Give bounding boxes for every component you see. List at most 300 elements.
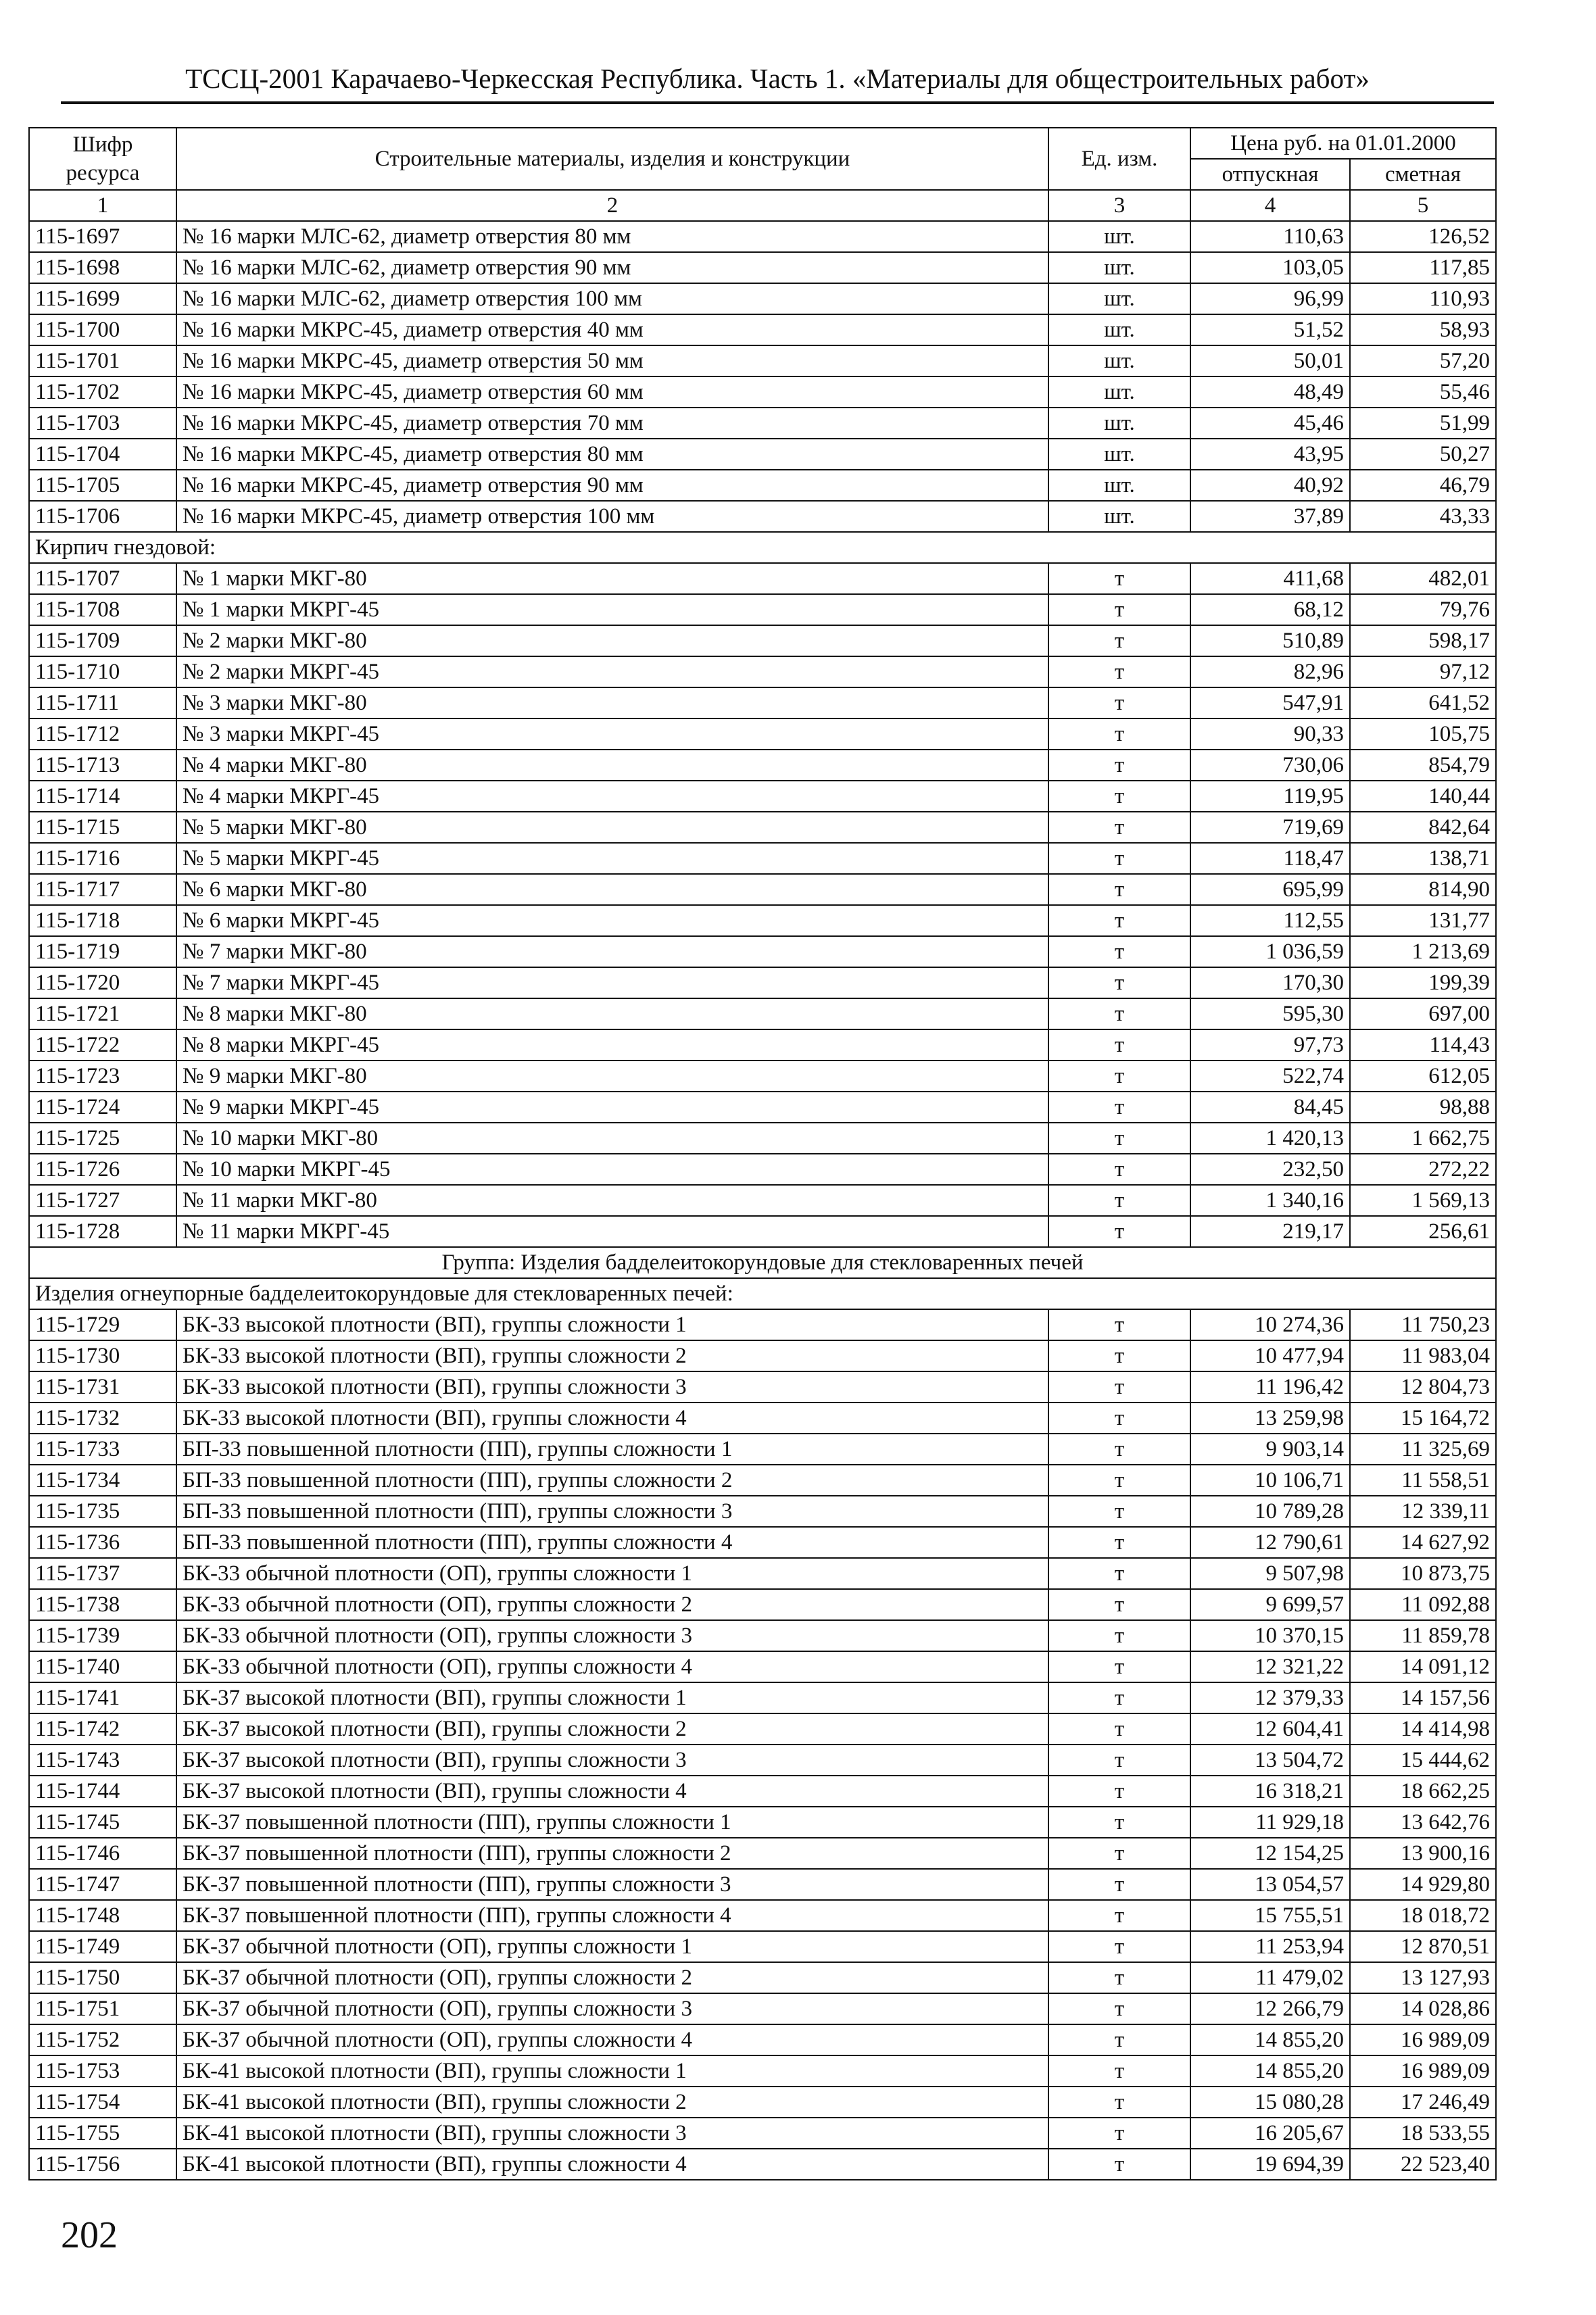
cell-name: БК-37 высокой плотности (ВП), группы сложности 3 — [176, 1745, 1048, 1776]
table-row — [29, 1216, 1496, 1247]
cell-estimate: 46,79 — [1350, 470, 1496, 501]
cell-estimate: 105,75 — [1350, 718, 1496, 750]
cell-estimate: 13 642,76 — [1350, 1807, 1496, 1838]
cell-unit: т — [1048, 1869, 1190, 1900]
cell-name: № 16 марки МЛС-62, диаметр отверстия 100 мм — [176, 283, 1048, 314]
cell-name: № 11 марки МКРГ-45 — [176, 1216, 1048, 1247]
cell-unit: шт. — [1048, 439, 1190, 470]
cell-code: 115-1701 — [29, 345, 176, 376]
cell-estimate: 51,99 — [1350, 408, 1496, 439]
cell-release: 9 903,14 — [1190, 1434, 1350, 1465]
table-row — [29, 718, 1496, 750]
cell-release: 15 080,28 — [1190, 2087, 1350, 2118]
table-row — [29, 2024, 1496, 2055]
table-row — [29, 1682, 1496, 1713]
cell-unit: т — [1048, 1807, 1190, 1838]
table-row — [29, 1900, 1496, 1931]
cell-code: 115-1741 — [29, 1682, 176, 1713]
cell-release: 15 755,51 — [1190, 1900, 1350, 1931]
table-row — [29, 1931, 1496, 1962]
cell-unit: т — [1048, 1931, 1190, 1962]
cell-release: 695,99 — [1190, 874, 1350, 905]
cell-estimate: 12 804,73 — [1350, 1371, 1496, 1403]
cell-release: 51,52 — [1190, 314, 1350, 345]
cell-code: 115-1711 — [29, 687, 176, 718]
cell-unit: шт. — [1048, 221, 1190, 252]
cell-estimate: 97,12 — [1350, 656, 1496, 687]
cell-unit: т — [1048, 2087, 1190, 2118]
cell-code: 115-1699 — [29, 283, 176, 314]
cell-estimate: 14 627,92 — [1350, 1527, 1496, 1558]
cell-code: 115-1702 — [29, 376, 176, 408]
cell-unit: т — [1048, 1682, 1190, 1713]
cell-estimate: 11 092,88 — [1350, 1589, 1496, 1620]
cell-release: 232,50 — [1190, 1154, 1350, 1185]
cell-name: № 9 марки МКГ-80 — [176, 1061, 1048, 1092]
cell-unit: т — [1048, 1216, 1190, 1247]
cell-release: 11 196,42 — [1190, 1371, 1350, 1403]
cell-release: 411,68 — [1190, 563, 1350, 594]
cell-release: 547,91 — [1190, 687, 1350, 718]
cell-code: 115-1734 — [29, 1465, 176, 1496]
table-row — [29, 1185, 1496, 1216]
cell-unit: т — [1048, 1589, 1190, 1620]
table-row — [29, 656, 1496, 687]
col-number: 5 — [1350, 190, 1496, 221]
cell-unit: т — [1048, 2055, 1190, 2087]
cell-release: 48,49 — [1190, 376, 1350, 408]
cell-code: 115-1732 — [29, 1403, 176, 1434]
cell-estimate: 50,27 — [1350, 439, 1496, 470]
cell-estimate: 199,39 — [1350, 967, 1496, 998]
col-header-unit: Ед. изм. — [1048, 128, 1190, 190]
cell-release: 11 253,94 — [1190, 1931, 1350, 1962]
cell-code: 115-1735 — [29, 1496, 176, 1527]
page-header-title: ТССЦ-2001 Карачаево-Черкесская Республика. Часть 1. «Материалы для общестроительных работ» — [185, 63, 1370, 94]
cell-estimate: 15 164,72 — [1350, 1403, 1496, 1434]
cell-unit: т — [1048, 905, 1190, 936]
cell-name: БК-33 высокой плотности (ВП), группы сложности 3 — [176, 1371, 1048, 1403]
cell-estimate: 612,05 — [1350, 1061, 1496, 1092]
table-body-block3 — [29, 1309, 1496, 2180]
cell-code: 115-1718 — [29, 905, 176, 936]
cell-name: БК-41 высокой плотности (ВП), группы сложности 2 — [176, 2087, 1048, 2118]
cell-estimate: 16 989,09 — [1350, 2055, 1496, 2087]
cell-code: 115-1726 — [29, 1154, 176, 1185]
cell-unit: т — [1048, 1371, 1190, 1403]
cell-name: № 16 марки МКРС-45, диаметр отверстия 90 мм — [176, 470, 1048, 501]
table-row — [29, 1838, 1496, 1869]
cell-code: 115-1720 — [29, 967, 176, 998]
cell-unit: т — [1048, 1496, 1190, 1527]
col-number: 1 — [29, 190, 176, 221]
cell-estimate: 57,20 — [1350, 345, 1496, 376]
table-row — [29, 1620, 1496, 1651]
cell-release: 16 318,21 — [1190, 1776, 1350, 1807]
cell-estimate: 11 558,51 — [1350, 1465, 1496, 1496]
cell-unit: т — [1048, 1993, 1190, 2024]
table-row — [29, 750, 1496, 781]
cell-code: 115-1729 — [29, 1309, 176, 1340]
cell-unit: т — [1048, 1962, 1190, 1993]
cell-release: 14 855,20 — [1190, 2024, 1350, 2055]
cell-estimate: 11 750,23 — [1350, 1309, 1496, 1340]
cell-code: 115-1716 — [29, 843, 176, 874]
cell-code: 115-1709 — [29, 625, 176, 656]
header-rule — [61, 101, 1494, 104]
cell-name: БК-37 обычной плотности (ОП), группы сложности 1 — [176, 1931, 1048, 1962]
table-row — [29, 998, 1496, 1029]
cell-unit: т — [1048, 967, 1190, 998]
section-label: Изделия огнеупорные бадделеитокорундовые для стекловаренных печей: — [29, 1278, 1496, 1309]
cell-unit: т — [1048, 1900, 1190, 1931]
cell-release: 1 036,59 — [1190, 936, 1350, 967]
cell-code: 115-1751 — [29, 1993, 176, 2024]
table-row — [29, 1403, 1496, 1434]
cell-code: 115-1739 — [29, 1620, 176, 1651]
table-row — [29, 408, 1496, 439]
cell-estimate: 13 900,16 — [1350, 1838, 1496, 1869]
cell-release: 13 054,57 — [1190, 1869, 1350, 1900]
cell-estimate: 17 246,49 — [1350, 2087, 1496, 2118]
table-row — [29, 221, 1496, 252]
cell-release: 19 694,39 — [1190, 2149, 1350, 2180]
cell-release: 118,47 — [1190, 843, 1350, 874]
col-header-estimate: сметная — [1350, 159, 1496, 190]
cell-estimate: 14 157,56 — [1350, 1682, 1496, 1713]
cell-code: 115-1715 — [29, 812, 176, 843]
cell-unit: т — [1048, 718, 1190, 750]
cell-name: № 10 марки МКГ-80 — [176, 1123, 1048, 1154]
cell-release: 9 699,57 — [1190, 1589, 1350, 1620]
cell-name: № 2 марки МКГ-80 — [176, 625, 1048, 656]
col-header-price: Цена руб. на 01.01.2000 — [1190, 128, 1496, 159]
table-row — [29, 1993, 1496, 2024]
cell-release: 68,12 — [1190, 594, 1350, 625]
cell-code: 115-1727 — [29, 1185, 176, 1216]
cell-code: 115-1717 — [29, 874, 176, 905]
cell-name: № 16 марки МКРС-45, диаметр отверстия 50 мм — [176, 345, 1048, 376]
table-row — [29, 625, 1496, 656]
cell-code: 115-1725 — [29, 1123, 176, 1154]
table-row — [29, 470, 1496, 501]
price-table — [28, 127, 1497, 2180]
cell-unit: т — [1048, 1651, 1190, 1682]
table-row — [29, 1776, 1496, 1807]
cell-name: № 16 марки МКРС-45, диаметр отверстия 60 мм — [176, 376, 1048, 408]
cell-release: 11 929,18 — [1190, 1807, 1350, 1838]
cell-code: 115-1753 — [29, 2055, 176, 2087]
cell-name: № 4 марки МКГ-80 — [176, 750, 1048, 781]
cell-code: 115-1713 — [29, 750, 176, 781]
cell-estimate: 598,17 — [1350, 625, 1496, 656]
cell-name: БК-37 обычной плотности (ОП), группы сложности 4 — [176, 2024, 1048, 2055]
cell-name: БК-37 высокой плотности (ВП), группы сложности 1 — [176, 1682, 1048, 1713]
cell-release: 9 507,98 — [1190, 1558, 1350, 1589]
cell-name: № 6 марки МКРГ-45 — [176, 905, 1048, 936]
cell-estimate: 18 662,25 — [1350, 1776, 1496, 1807]
cell-release: 13 259,98 — [1190, 1403, 1350, 1434]
cell-name: БК-41 высокой плотности (ВП), группы сложности 3 — [176, 2118, 1048, 2149]
cell-unit: т — [1048, 2118, 1190, 2149]
cell-release: 45,46 — [1190, 408, 1350, 439]
cell-unit: шт. — [1048, 408, 1190, 439]
cell-estimate: 131,77 — [1350, 905, 1496, 936]
cell-name: БК-37 обычной плотности (ОП), группы сложности 3 — [176, 1993, 1048, 2024]
cell-estimate: 114,43 — [1350, 1029, 1496, 1061]
cell-name: БК-37 повышенной плотности (ПП), группы сложности 4 — [176, 1900, 1048, 1931]
cell-code: 115-1724 — [29, 1092, 176, 1123]
cell-release: 10 477,94 — [1190, 1340, 1350, 1371]
cell-unit: шт. — [1048, 470, 1190, 501]
cell-estimate: 117,85 — [1350, 252, 1496, 283]
cell-unit: т — [1048, 1123, 1190, 1154]
table-body-block2 — [29, 563, 1496, 1247]
cell-estimate: 58,93 — [1350, 314, 1496, 345]
cell-name: № 1 марки МКГ-80 — [176, 563, 1048, 594]
cell-unit: т — [1048, 874, 1190, 905]
cell-name: БК-33 обычной плотности (ОП), группы сложности 1 — [176, 1558, 1048, 1589]
cell-code: 115-1746 — [29, 1838, 176, 1869]
cell-unit: т — [1048, 1620, 1190, 1651]
table-row — [29, 1434, 1496, 1465]
cell-code: 115-1756 — [29, 2149, 176, 2180]
cell-estimate: 10 873,75 — [1350, 1558, 1496, 1589]
cell-unit: т — [1048, 563, 1190, 594]
cell-code: 115-1736 — [29, 1527, 176, 1558]
cell-name: БК-37 повышенной плотности (ПП), группы сложности 3 — [176, 1869, 1048, 1900]
col-header-release: отпускная — [1190, 159, 1350, 190]
cell-release: 96,99 — [1190, 283, 1350, 314]
cell-unit: т — [1048, 1340, 1190, 1371]
cell-code: 115-1703 — [29, 408, 176, 439]
cell-name: № 8 марки МКГ-80 — [176, 998, 1048, 1029]
cell-estimate: 43,33 — [1350, 501, 1496, 532]
cell-release: 10 789,28 — [1190, 1496, 1350, 1527]
cell-estimate: 814,90 — [1350, 874, 1496, 905]
table-row — [29, 2055, 1496, 2087]
cell-code: 115-1700 — [29, 314, 176, 345]
group-heading — [29, 1247, 1496, 1309]
cell-estimate: 15 444,62 — [1350, 1745, 1496, 1776]
table-row — [29, 1029, 1496, 1061]
cell-code: 115-1712 — [29, 718, 176, 750]
table-row — [29, 1589, 1496, 1620]
cell-release: 522,74 — [1190, 1061, 1350, 1092]
cell-code: 115-1733 — [29, 1434, 176, 1465]
cell-release: 103,05 — [1190, 252, 1350, 283]
cell-code: 115-1731 — [29, 1371, 176, 1403]
cell-release: 82,96 — [1190, 656, 1350, 687]
cell-name: № 16 марки МКРС-45, диаметр отверстия 40 мм — [176, 314, 1048, 345]
table-row — [29, 1496, 1496, 1527]
cell-unit: т — [1048, 1527, 1190, 1558]
table-row — [29, 687, 1496, 718]
cell-name: № 16 марки МЛС-62, диаметр отверстия 90 мм — [176, 252, 1048, 283]
table-row — [29, 1962, 1496, 1993]
cell-estimate: 11 859,78 — [1350, 1620, 1496, 1651]
table-row — [29, 252, 1496, 283]
cell-release: 90,33 — [1190, 718, 1350, 750]
table-row — [29, 843, 1496, 874]
cell-unit: т — [1048, 843, 1190, 874]
cell-name: № 10 марки МКРГ-45 — [176, 1154, 1048, 1185]
cell-name: БК-33 высокой плотности (ВП), группы сложности 2 — [176, 1340, 1048, 1371]
col-header-code: Шифр ресурса — [29, 128, 176, 190]
cell-unit: т — [1048, 812, 1190, 843]
cell-name: № 4 марки МКРГ-45 — [176, 781, 1048, 812]
cell-code: 115-1714 — [29, 781, 176, 812]
cell-code: 115-1706 — [29, 501, 176, 532]
table-row — [29, 781, 1496, 812]
cell-code: 115-1719 — [29, 936, 176, 967]
cell-release: 12 790,61 — [1190, 1527, 1350, 1558]
cell-unit: т — [1048, 2149, 1190, 2180]
table-row — [29, 376, 1496, 408]
cell-code: 115-1721 — [29, 998, 176, 1029]
cell-code: 115-1710 — [29, 656, 176, 687]
cell-release: 84,45 — [1190, 1092, 1350, 1123]
cell-code: 115-1749 — [29, 1931, 176, 1962]
cell-release: 219,17 — [1190, 1216, 1350, 1247]
table-row — [29, 594, 1496, 625]
cell-code: 115-1754 — [29, 2087, 176, 2118]
table-row — [29, 1154, 1496, 1185]
cell-unit: т — [1048, 1185, 1190, 1216]
cell-name: БК-37 высокой плотности (ВП), группы сложности 2 — [176, 1713, 1048, 1745]
cell-release: 12 154,25 — [1190, 1838, 1350, 1869]
cell-code: 115-1697 — [29, 221, 176, 252]
cell-code: 115-1723 — [29, 1061, 176, 1092]
cell-name: БК-37 повышенной плотности (ПП), группы сложности 1 — [176, 1807, 1048, 1838]
cell-unit: шт. — [1048, 345, 1190, 376]
table-row — [29, 1061, 1496, 1092]
group-title: Группа: Изделия бадделеитокорундовые для стекловаренных печей — [29, 1247, 1496, 1278]
table-row — [29, 1713, 1496, 1745]
cell-release: 110,63 — [1190, 221, 1350, 252]
cell-estimate: 854,79 — [1350, 750, 1496, 781]
cell-name: БП-33 повышенной плотности (ПП), группы сложности 1 — [176, 1434, 1048, 1465]
cell-estimate: 11 983,04 — [1350, 1340, 1496, 1371]
cell-estimate: 1 569,13 — [1350, 1185, 1496, 1216]
cell-estimate: 140,44 — [1350, 781, 1496, 812]
table-row — [29, 1869, 1496, 1900]
cell-name: № 16 марки МКРС-45, диаметр отверстия 70 мм — [176, 408, 1048, 439]
cell-estimate: 641,52 — [1350, 687, 1496, 718]
cell-code: 115-1744 — [29, 1776, 176, 1807]
cell-name: БК-33 высокой плотности (ВП), группы сложности 1 — [176, 1309, 1048, 1340]
cell-release: 16 205,67 — [1190, 2118, 1350, 2149]
cell-estimate: 14 028,86 — [1350, 1993, 1496, 2024]
cell-unit: шт. — [1048, 376, 1190, 408]
section-label: Кирпич гнездовой: — [29, 532, 1496, 563]
cell-name: № 1 марки МКРГ-45 — [176, 594, 1048, 625]
cell-name: БП-33 повышенной плотности (ПП), группы сложности 3 — [176, 1496, 1048, 1527]
cell-name: БК-33 обычной плотности (ОП), группы сложности 3 — [176, 1620, 1048, 1651]
cell-code: 115-1728 — [29, 1216, 176, 1247]
table-row — [29, 1527, 1496, 1558]
cell-estimate: 55,46 — [1350, 376, 1496, 408]
cell-unit: шт. — [1048, 314, 1190, 345]
cell-estimate: 1 213,69 — [1350, 936, 1496, 967]
cell-name: БК-33 обычной плотности (ОП), группы сложности 4 — [176, 1651, 1048, 1682]
cell-estimate: 13 127,93 — [1350, 1962, 1496, 1993]
cell-name: БК-41 высокой плотности (ВП), группы сложности 1 — [176, 2055, 1048, 2087]
table-row — [29, 1123, 1496, 1154]
cell-name: № 7 марки МКРГ-45 — [176, 967, 1048, 998]
cell-unit: т — [1048, 750, 1190, 781]
cell-name: № 16 марки МЛС-62, диаметр отверстия 80 мм — [176, 221, 1048, 252]
cell-unit: шт. — [1048, 252, 1190, 283]
cell-code: 115-1747 — [29, 1869, 176, 1900]
cell-name: БК-37 повышенной плотности (ПП), группы сложности 2 — [176, 1838, 1048, 1869]
col-header-name: Строительные материалы, изделия и конструкции — [176, 128, 1048, 190]
cell-unit: т — [1048, 2024, 1190, 2055]
cell-code: 115-1722 — [29, 1029, 176, 1061]
table-row — [29, 812, 1496, 843]
cell-unit: т — [1048, 1558, 1190, 1589]
cell-unit: т — [1048, 1776, 1190, 1807]
table-row — [29, 1371, 1496, 1403]
cell-unit: т — [1048, 1403, 1190, 1434]
cell-estimate: 12 339,11 — [1350, 1496, 1496, 1527]
cell-name: № 9 марки МКРГ-45 — [176, 1092, 1048, 1123]
cell-estimate: 1 662,75 — [1350, 1123, 1496, 1154]
cell-name: БП-33 повышенной плотности (ПП), группы сложности 4 — [176, 1527, 1048, 1558]
cell-code: 115-1708 — [29, 594, 176, 625]
table-row — [29, 345, 1496, 376]
table-row — [29, 2118, 1496, 2149]
cell-name: № 8 марки МКРГ-45 — [176, 1029, 1048, 1061]
table-body-block1 — [29, 221, 1496, 532]
cell-name: № 3 марки МКРГ-45 — [176, 718, 1048, 750]
table-row — [29, 1465, 1496, 1496]
cell-code: 115-1704 — [29, 439, 176, 470]
cell-name: БК-37 обычной плотности (ОП), группы сложности 2 — [176, 1962, 1048, 1993]
cell-release: 12 266,79 — [1190, 1993, 1350, 2024]
table-row — [29, 439, 1496, 470]
cell-code: 115-1742 — [29, 1713, 176, 1745]
table-row — [29, 874, 1496, 905]
cell-code: 115-1730 — [29, 1340, 176, 1371]
cell-estimate: 138,71 — [1350, 843, 1496, 874]
cell-release: 730,06 — [1190, 750, 1350, 781]
cell-name: БП-33 повышенной плотности (ПП), группы сложности 2 — [176, 1465, 1048, 1496]
cell-estimate: 256,61 — [1350, 1216, 1496, 1247]
cell-release: 14 855,20 — [1190, 2055, 1350, 2087]
cell-release: 11 479,02 — [1190, 1962, 1350, 1993]
table-row — [29, 501, 1496, 532]
col-number: 2 — [176, 190, 1048, 221]
cell-estimate: 842,64 — [1350, 812, 1496, 843]
cell-name: № 2 марки МКРГ-45 — [176, 656, 1048, 687]
cell-release: 10 370,15 — [1190, 1620, 1350, 1651]
table-row — [29, 314, 1496, 345]
cell-name: БК-33 высокой плотности (ВП), группы сложности 4 — [176, 1403, 1048, 1434]
cell-estimate: 16 989,09 — [1350, 2024, 1496, 2055]
page-number: 202 — [61, 2214, 118, 2256]
cell-code: 115-1743 — [29, 1745, 176, 1776]
cell-release: 510,89 — [1190, 625, 1350, 656]
cell-release: 43,95 — [1190, 439, 1350, 470]
cell-unit: т — [1048, 936, 1190, 967]
column-numbers-row — [29, 190, 1496, 221]
cell-estimate: 14 929,80 — [1350, 1869, 1496, 1900]
cell-estimate: 22 523,40 — [1350, 2149, 1496, 2180]
table-header — [29, 128, 1496, 221]
table-row — [29, 1340, 1496, 1371]
cell-release: 112,55 — [1190, 905, 1350, 936]
